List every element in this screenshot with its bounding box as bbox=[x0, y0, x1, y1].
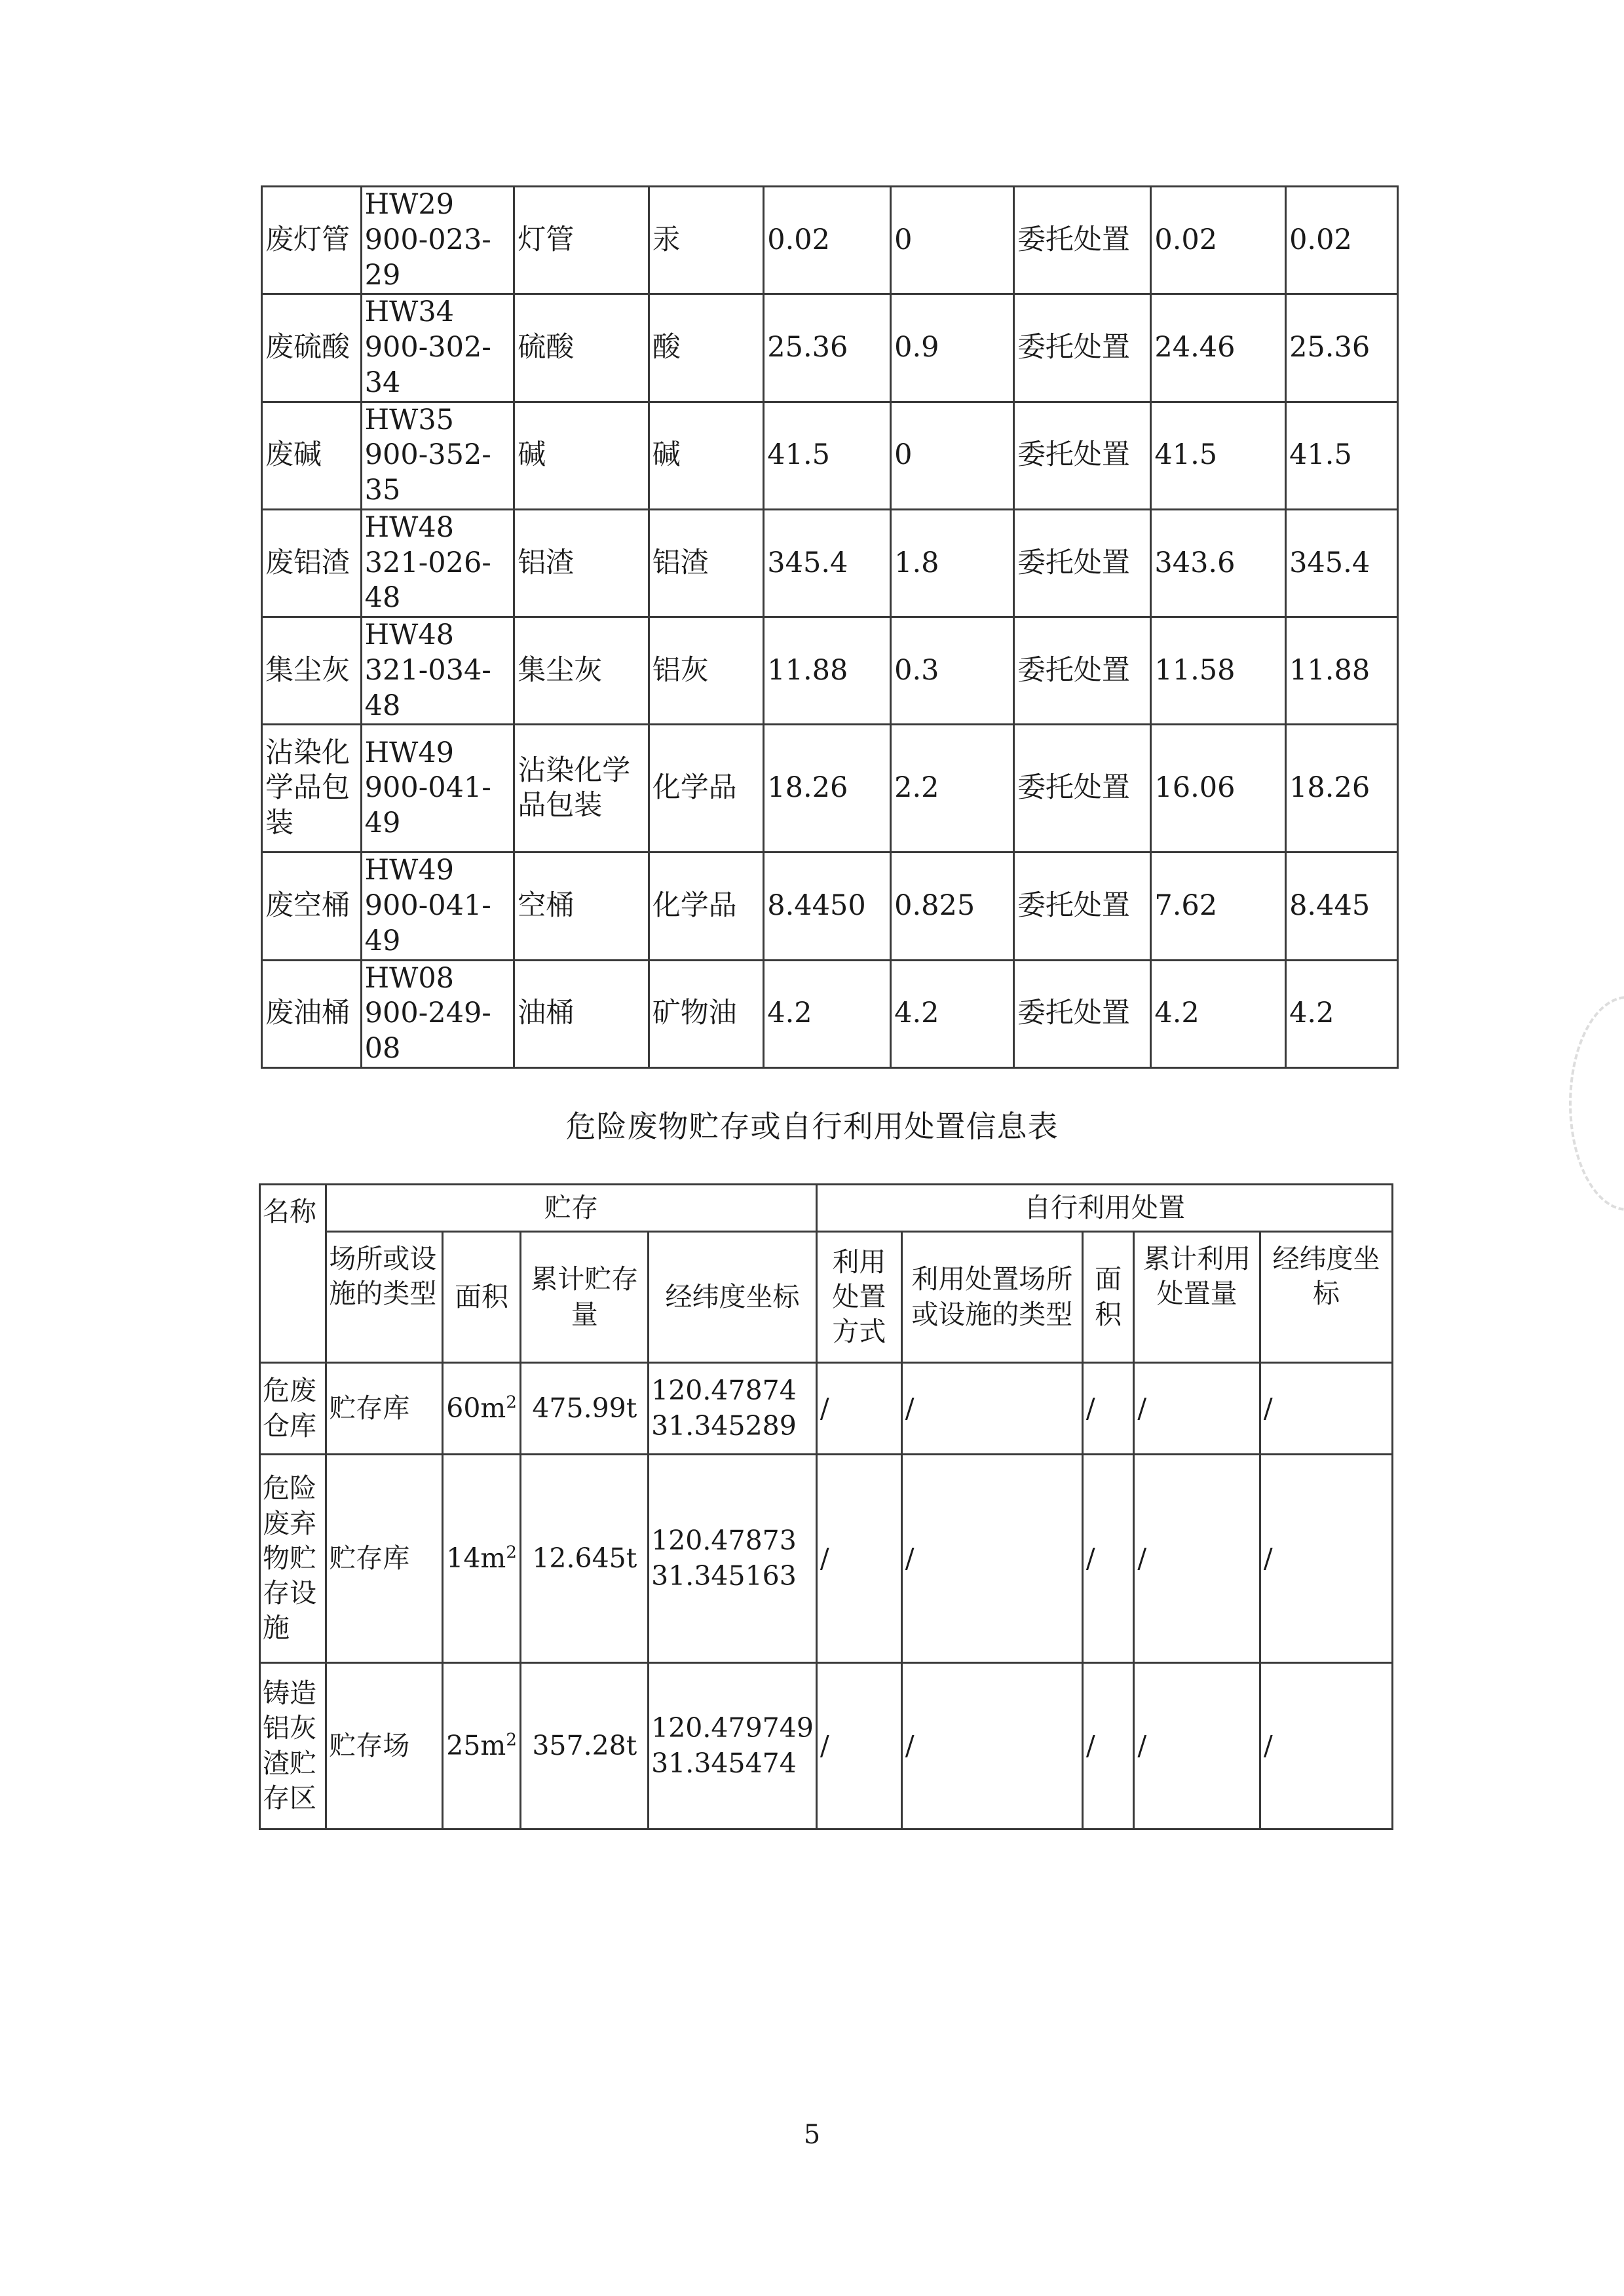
waste-generated: 8.4450 bbox=[764, 852, 891, 960]
waste-disposed: 4.2 bbox=[1151, 960, 1286, 1067]
seal-stamp bbox=[1569, 996, 1624, 1211]
waste-stored: 1.8 bbox=[891, 509, 1014, 617]
header-site-type: 场所或设施的类型 bbox=[326, 1232, 442, 1363]
waste-generated: 11.88 bbox=[764, 617, 891, 725]
page-number: 5 bbox=[803, 2120, 821, 2150]
waste-code: 900-023-29 bbox=[364, 223, 491, 292]
storage-cum-use: / bbox=[1134, 1663, 1260, 1829]
waste-name: 废硫酸 bbox=[262, 294, 362, 402]
waste-category-code: HW34 bbox=[364, 296, 455, 329]
table-row bbox=[260, 1663, 1393, 1829]
waste-name: 废空桶 bbox=[262, 852, 362, 960]
waste-generated: 345.4 bbox=[764, 509, 891, 617]
storage-use-coords: / bbox=[1260, 1455, 1392, 1663]
waste-form: 油桶 bbox=[514, 960, 649, 1067]
header-area: 面积 bbox=[442, 1232, 521, 1363]
table-row bbox=[262, 294, 1398, 402]
waste-code: 321-026-48 bbox=[364, 546, 491, 615]
storage-table bbox=[259, 1183, 1393, 1830]
waste-method: 委托处置 bbox=[1013, 852, 1150, 960]
storage-cum-use: / bbox=[1134, 1363, 1260, 1455]
waste-method: 委托处置 bbox=[1013, 960, 1150, 1067]
storage-name: 危险废弃物贮存设施 bbox=[260, 1455, 326, 1663]
storage-site-type: 贮存库 bbox=[326, 1455, 442, 1663]
waste-hazard: 铝渣 bbox=[649, 509, 764, 617]
storage-use-area: / bbox=[1082, 1455, 1134, 1663]
waste-category-code: HW35 bbox=[364, 403, 455, 436]
waste-code-cell bbox=[361, 960, 514, 1067]
waste-generated: 0.02 bbox=[764, 187, 891, 294]
header-cum-storage: 累计贮存量 bbox=[521, 1232, 649, 1363]
storage-use-method: / bbox=[816, 1455, 901, 1663]
storage-latitude: 31.345474 bbox=[651, 1747, 797, 1779]
waste-disposed: 343.6 bbox=[1151, 509, 1286, 617]
header-cum-use: 累计利用处置量 bbox=[1134, 1232, 1260, 1363]
waste-form: 集尘灰 bbox=[514, 617, 649, 725]
waste-total: 41.5 bbox=[1286, 402, 1398, 509]
waste-disposed: 0.02 bbox=[1151, 187, 1286, 294]
storage-latitude: 31.345163 bbox=[651, 1559, 797, 1592]
storage-cum-use: / bbox=[1134, 1455, 1260, 1663]
waste-hazard: 化学品 bbox=[649, 852, 764, 960]
waste-hazard: 化学品 bbox=[649, 725, 764, 852]
waste-hazard: 汞 bbox=[649, 187, 764, 294]
storage-cum: 357.28t bbox=[521, 1663, 649, 1829]
area-unit-sup: 2 bbox=[506, 1392, 517, 1413]
storage-site-type: 贮存库 bbox=[326, 1363, 442, 1455]
waste-code: 900-249-08 bbox=[364, 997, 491, 1065]
storage-coords-cell bbox=[649, 1663, 817, 1829]
waste-hazard: 碱 bbox=[649, 402, 764, 509]
storage-table-caption: 危险废物贮存或自行利用处置信息表 bbox=[565, 1109, 1059, 1144]
waste-disposed: 7.62 bbox=[1151, 852, 1286, 960]
table-row bbox=[262, 509, 1398, 617]
waste-form: 灯管 bbox=[514, 187, 649, 294]
storage-site-type: 贮存场 bbox=[326, 1663, 442, 1829]
header-name: 名称 bbox=[260, 1185, 326, 1363]
waste-form: 硫酸 bbox=[514, 294, 649, 402]
waste-stored: 0 bbox=[891, 402, 1014, 509]
storage-use-site-type: / bbox=[901, 1455, 1082, 1663]
storage-name: 铸造铝灰渣贮存区 bbox=[260, 1663, 326, 1829]
waste-category-code: HW48 bbox=[364, 619, 455, 651]
waste-code: 900-352-35 bbox=[364, 438, 491, 507]
waste-total: 8.445 bbox=[1286, 852, 1398, 960]
waste-generated: 18.26 bbox=[764, 725, 891, 852]
storage-area-cell bbox=[442, 1455, 521, 1663]
waste-code-cell bbox=[361, 509, 514, 617]
table-row bbox=[262, 725, 1398, 852]
waste-disposed: 16.06 bbox=[1151, 725, 1286, 852]
waste-method: 委托处置 bbox=[1013, 294, 1150, 402]
table-row bbox=[262, 402, 1398, 509]
waste-hazard: 酸 bbox=[649, 294, 764, 402]
waste-name: 沾染化学品包装 bbox=[262, 725, 362, 852]
waste-category-code: HW49 bbox=[364, 736, 455, 769]
waste-stored: 2.2 bbox=[891, 725, 1014, 852]
storage-use-method: / bbox=[816, 1363, 901, 1455]
storage-use-coords: / bbox=[1260, 1663, 1392, 1829]
waste-category-code: HW49 bbox=[364, 854, 455, 887]
storage-area: 60m bbox=[446, 1392, 506, 1424]
waste-name: 废灯管 bbox=[262, 187, 362, 294]
waste-form: 碱 bbox=[514, 402, 649, 509]
waste-generated: 25.36 bbox=[764, 294, 891, 402]
header-coords: 经纬度坐标 bbox=[649, 1232, 817, 1363]
waste-method: 委托处置 bbox=[1013, 617, 1150, 725]
waste-name: 废铝渣 bbox=[262, 509, 362, 617]
table-row bbox=[262, 617, 1398, 725]
waste-code-cell bbox=[361, 852, 514, 960]
storage-use-coords: / bbox=[1260, 1363, 1392, 1455]
waste-form: 沾染化学品包装 bbox=[514, 725, 649, 852]
waste-table bbox=[261, 185, 1399, 1069]
storage-name: 危废仓库 bbox=[260, 1363, 326, 1455]
storage-area-cell bbox=[442, 1663, 521, 1829]
waste-disposed: 11.58 bbox=[1151, 617, 1286, 725]
storage-longitude: 120.479749 bbox=[651, 1712, 814, 1744]
waste-method: 委托处置 bbox=[1013, 725, 1150, 852]
waste-disposed: 24.46 bbox=[1151, 294, 1286, 402]
storage-area: 14m bbox=[446, 1542, 506, 1574]
waste-generated: 41.5 bbox=[764, 402, 891, 509]
header-use-method: 利用处置方式 bbox=[816, 1232, 901, 1363]
waste-name: 废碱 bbox=[262, 402, 362, 509]
storage-cum: 12.645t bbox=[521, 1455, 649, 1663]
waste-code: 900-041-49 bbox=[364, 889, 491, 957]
waste-stored: 4.2 bbox=[891, 960, 1014, 1067]
waste-total: 25.36 bbox=[1286, 294, 1398, 402]
storage-longitude: 120.47874 bbox=[651, 1375, 797, 1407]
waste-form: 空桶 bbox=[514, 852, 649, 960]
table-row bbox=[260, 1455, 1393, 1663]
area-unit-sup: 2 bbox=[506, 1542, 517, 1563]
waste-name: 废油桶 bbox=[262, 960, 362, 1067]
waste-category-code: HW48 bbox=[364, 510, 455, 544]
waste-total: 11.88 bbox=[1286, 617, 1398, 725]
storage-use-site-type: / bbox=[901, 1363, 1082, 1455]
table-row bbox=[260, 1363, 1393, 1455]
storage-cum: 475.99t bbox=[521, 1363, 649, 1455]
storage-use-area: / bbox=[1082, 1663, 1134, 1829]
waste-method: 委托处置 bbox=[1013, 402, 1150, 509]
waste-hazard: 矿物油 bbox=[649, 960, 764, 1067]
storage-coords-cell bbox=[649, 1363, 817, 1455]
waste-method: 委托处置 bbox=[1013, 187, 1150, 294]
table-row bbox=[262, 960, 1398, 1067]
waste-hazard: 铝灰 bbox=[649, 617, 764, 725]
storage-area-cell bbox=[442, 1363, 521, 1455]
waste-category-code: HW29 bbox=[364, 188, 455, 221]
waste-stored: 0.3 bbox=[891, 617, 1014, 725]
storage-coords-cell bbox=[649, 1455, 817, 1663]
storage-use-area: / bbox=[1082, 1363, 1134, 1455]
header-use-site-type: 利用处置场所或设施的类型 bbox=[901, 1232, 1082, 1363]
header-use-area: 面积 bbox=[1082, 1232, 1134, 1363]
waste-code-cell bbox=[361, 617, 514, 725]
storage-longitude: 120.47873 bbox=[651, 1525, 797, 1557]
header-self-use-group: 自行利用处置 bbox=[816, 1185, 1392, 1232]
header-use-coords: 经纬度坐标 bbox=[1260, 1232, 1392, 1363]
waste-stored: 0 bbox=[891, 187, 1014, 294]
waste-code: 900-302-34 bbox=[364, 331, 491, 399]
waste-code: 321-034-48 bbox=[364, 653, 491, 722]
header-storage-group: 贮存 bbox=[326, 1185, 817, 1232]
waste-form: 铝渣 bbox=[514, 509, 649, 617]
waste-total: 345.4 bbox=[1286, 509, 1398, 617]
waste-total: 4.2 bbox=[1286, 960, 1398, 1067]
waste-stored: 0.825 bbox=[891, 852, 1014, 960]
waste-disposed: 41.5 bbox=[1151, 402, 1286, 509]
area-unit-sup: 2 bbox=[506, 1730, 517, 1750]
waste-stored: 0.9 bbox=[891, 294, 1014, 402]
waste-code-cell bbox=[361, 294, 514, 402]
waste-category-code: HW08 bbox=[364, 961, 455, 995]
storage-use-method: / bbox=[816, 1663, 901, 1829]
waste-method: 委托处置 bbox=[1013, 509, 1150, 617]
storage-use-site-type: / bbox=[901, 1663, 1082, 1829]
waste-total: 0.02 bbox=[1286, 187, 1398, 294]
storage-area: 25m bbox=[446, 1729, 506, 1761]
waste-code-cell bbox=[361, 402, 514, 509]
waste-generated: 4.2 bbox=[764, 960, 891, 1067]
table-row bbox=[262, 187, 1398, 294]
waste-name: 集尘灰 bbox=[262, 617, 362, 725]
storage-latitude: 31.345289 bbox=[651, 1409, 797, 1442]
waste-total: 18.26 bbox=[1286, 725, 1398, 852]
waste-code-cell bbox=[361, 725, 514, 852]
waste-code-cell bbox=[361, 187, 514, 294]
table-row bbox=[262, 852, 1398, 960]
waste-code: 900-041-49 bbox=[364, 771, 491, 840]
